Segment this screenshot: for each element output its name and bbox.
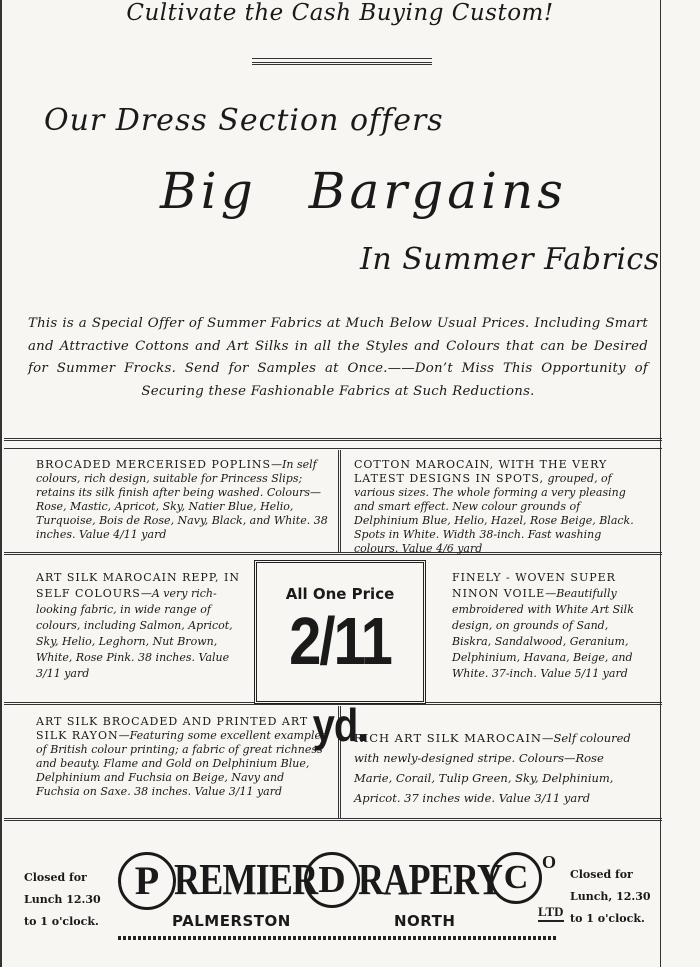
logo-ltd: LTD <box>538 904 564 922</box>
right-border-rule <box>660 0 661 967</box>
closed-line: to 1 o'clock. <box>570 912 645 925</box>
slogan: Cultivate the Cash Buying Custom! <box>126 0 554 26</box>
intro-paragraph: This is a Special Offer of Summer Fabrics at Much Below Usual Prices. Including Smart and Attractive Cottons and Art Silks in all the Styles and Colours that can be Desired for Summer Frocks. Send for Samples at Once.——Don’t Miss This Opportunity of Securing these Fashionable Fabrics at Such Reductions. <box>28 316 648 399</box>
item-cotton-marocain <box>354 458 644 556</box>
section-rule <box>4 438 662 441</box>
left-border-rule <box>0 0 2 967</box>
logo-underline-ribbon <box>118 936 558 940</box>
item-title: BROCADED MERCERISED POPLINS <box>36 458 272 471</box>
logo-wordmark <box>118 852 558 912</box>
logo-rapery: RAPERY <box>358 855 503 904</box>
premier-drapery-logo <box>118 852 564 936</box>
closed-line: Closed for <box>570 868 633 881</box>
logo-d-circle: D <box>304 852 360 908</box>
item-rich-marocain <box>354 728 644 808</box>
decorative-rule <box>252 62 432 65</box>
item-body: —Featuring some excellent examples of British colour printing; a fabric of great richness and beauty. Flame and Gold on Delphinium Blue, Delphinium and Fuchsia on Beige, Navy and Fuchsia on Saxe. 38 inches. Value 3/11 yard <box>36 729 327 798</box>
item-title: FINELY - WOVEN SUPER NINON VOILE <box>452 571 616 600</box>
item-silk-rayon <box>36 715 328 799</box>
item-title: ART SILK MAROCAIN REPP, IN SELF COLOURS <box>36 571 240 600</box>
item-brocaded-poplins <box>36 458 328 542</box>
item-title: ART SILK BROCADED AND PRINTED ART SILK RAYON <box>36 715 309 742</box>
big-word: Big <box>160 162 257 220</box>
item-body: —In self colours, rich design, suitable for Princess Slips; retains its silk finish after being washed. Colours—Rose, Mastic, Apricot, Sky, Natier Blue, Helio, Turquoise, Bois de Rose, Navy, Black, and White. 38 inches. Value 4/11 yard <box>36 458 328 541</box>
closed-line: to 1 o'clock. <box>24 915 99 928</box>
price-box <box>254 560 426 752</box>
price-value: 2/11 <box>289 604 391 679</box>
item-ninon-voile <box>452 570 644 682</box>
item-title: COTTON MAROCAIN, WITH THE VERY LATEST DESIGNS IN SPOTS, <box>354 458 608 485</box>
logo-remier: REMIER <box>174 855 318 904</box>
logo-palmerston: PALMERSTON <box>172 912 291 930</box>
closed-line: Lunch 12.30 <box>24 893 101 906</box>
logo-p-circle: P <box>118 852 176 910</box>
closed-notice-right <box>570 864 652 930</box>
section-rule <box>4 448 662 449</box>
closed-line: Closed for <box>24 871 87 884</box>
item-body: —A very rich-looking fabric, in wide range of colours, including Salmon, Apricot, Sky, Helio, Leghorn, Nut Brown, White, Rose Pink. 38 inches. Value 3/11 yard <box>36 587 233 680</box>
price-unit: yd. <box>312 700 368 752</box>
bargains-word: Bargains <box>308 162 567 220</box>
logo-o: O <box>542 852 557 872</box>
summer-fabrics-heading: In Summer Fabrics <box>360 242 660 277</box>
closed-line: Lunch, 12.30 <box>570 890 651 903</box>
item-body: grouped, of various sizes. The whole forming a very pleasing and smart effect. New colour grounds of Delphinium Blue, Helio, Hazel, Rose Beige, Black. Spots in White. Width 38-inch. Fast washing colours. Value 4/6 yard <box>354 472 634 555</box>
decorative-rule <box>252 58 432 59</box>
item-body: —Self coloured with newly-designed stripe. Colours—Rose Marie, Corail, Tulip Green, Sky, Delphinium, Apricot. 37 inches wide. Value 3/11 yard <box>354 731 631 805</box>
offers-heading: Our Dress Section offers <box>44 103 444 138</box>
section-rule <box>4 818 662 821</box>
logo-c-circle: C <box>490 852 542 904</box>
price-label: All One Price <box>285 585 395 603</box>
item-art-silk-repp <box>36 570 246 682</box>
closed-notice-left <box>24 867 106 933</box>
column-rule <box>338 450 341 552</box>
big-bargains-heading <box>160 162 567 220</box>
item-body: —Beautifully embroidered with White Art Silk design, on grounds of Sand, Biskra, Sandalwood, Geranium, Delphinium, Havana, Beige, and White. 37-inch. Value 5/11 yard <box>452 587 634 680</box>
item-title: RICH ART SILK MAROCAIN <box>354 731 542 745</box>
logo-north: NORTH <box>394 912 456 930</box>
